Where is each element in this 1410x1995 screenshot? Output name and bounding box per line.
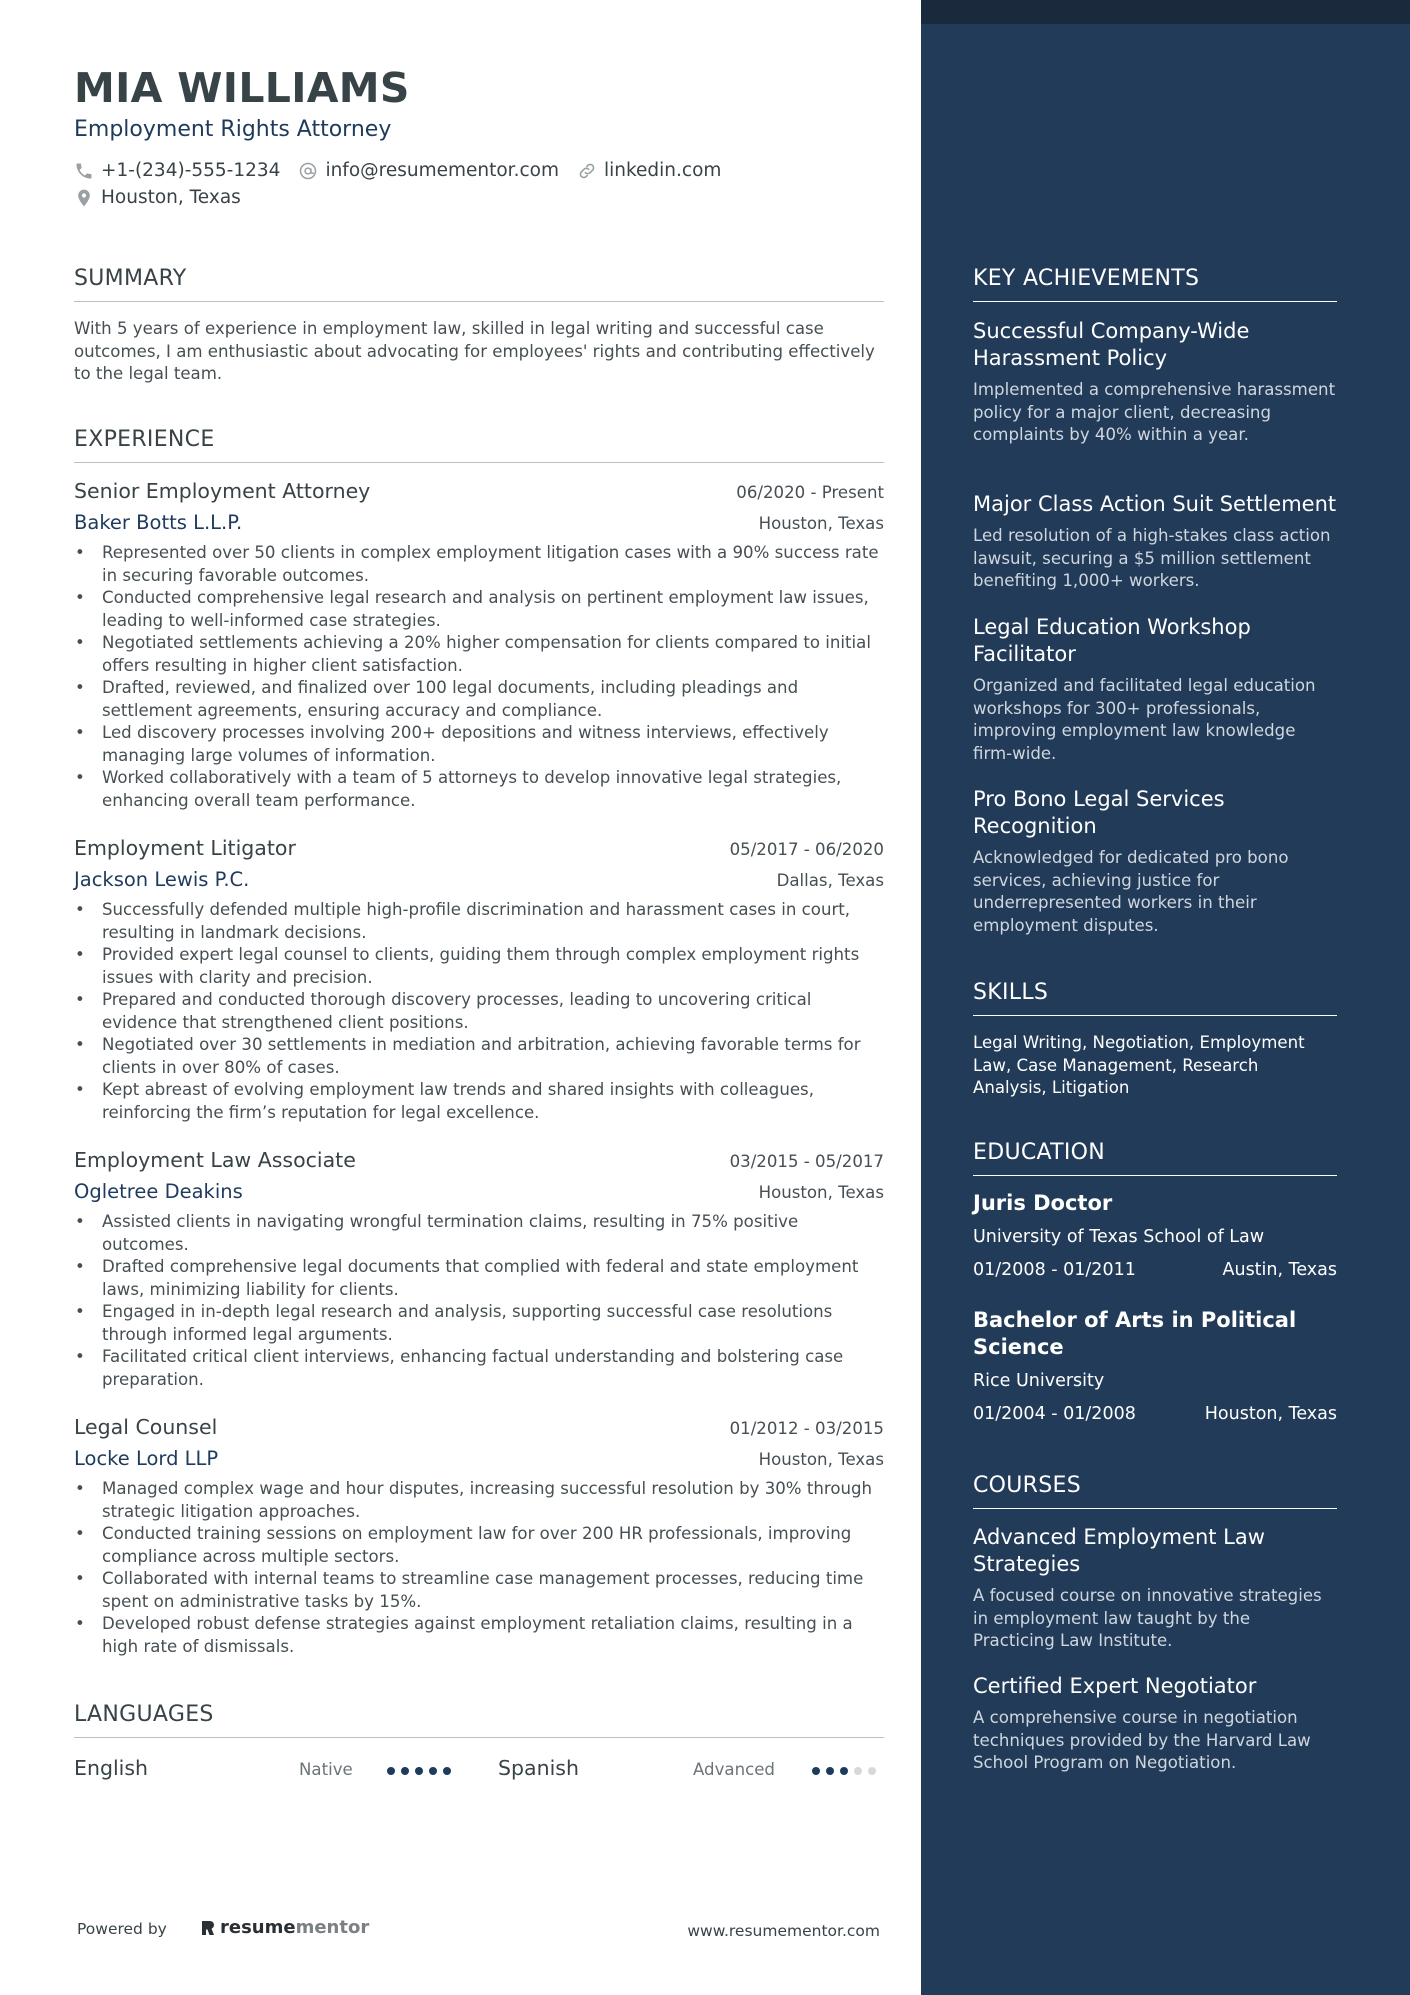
job-entry bbox=[74, 1415, 884, 1658]
website-link[interactable]: www.resumementor.com bbox=[687, 1922, 880, 1940]
at-icon bbox=[298, 161, 318, 181]
job-location: Houston, Texas bbox=[758, 1183, 884, 1202]
job-bullet: • Managed complex wage and hour disputes, increasing successful resolution by 30% through strategic litigation approaches. bbox=[74, 1478, 884, 1523]
job-bullet: • Drafted comprehensive legal documents that complied with federal and state employment laws, minimizing liability for clients. bbox=[74, 1256, 884, 1301]
rating-dot-filled bbox=[812, 1767, 820, 1775]
email-link[interactable]: info@resumementor.com bbox=[325, 160, 559, 181]
job-bullet: • Facilitated critical client interviews, enhancing factual understanding and bolstering case preparation. bbox=[74, 1346, 884, 1391]
achievement-title: Major Class Action Suit Settlement bbox=[973, 492, 1337, 516]
education-degree: Bachelor of Arts in Political Science bbox=[973, 1308, 1297, 1359]
job-bullet: • Engaged in in-depth legal research and analysis, supporting successful case resolutions through informed legal arguments. bbox=[74, 1301, 884, 1346]
skills-text: Legal Writing, Negotiation, Employment Law, Case Management, Research Analysis, Litigation bbox=[973, 1033, 1305, 1097]
course-item bbox=[973, 1673, 1337, 1775]
link-icon bbox=[577, 161, 597, 181]
job-dates: 01/2012 - 03/2015 bbox=[729, 1419, 884, 1438]
course-title: Advanced Employment Law Strategies bbox=[973, 1525, 1265, 1576]
language-level: Native bbox=[299, 1760, 353, 1779]
brand-name-light: mentor bbox=[295, 1917, 370, 1938]
achievement-desc: Implemented a comprehensive harassment policy for a major client, decreasing complaints by 40% within a year. bbox=[973, 380, 1336, 444]
location-text: Houston, Texas bbox=[101, 187, 241, 208]
powered-by-label: Powered by bbox=[77, 1920, 167, 1938]
rating-dot-empty bbox=[854, 1767, 862, 1775]
job-bullet: • Negotiated over 30 settlements in mediation and arbitration, achieving favorable terms for clients in over 80% of cases. bbox=[74, 1034, 884, 1079]
job-bullet: • Collaborated with internal teams to streamline case management processes, reducing time spent on administrative tasks by 15%. bbox=[74, 1568, 884, 1613]
job-entry bbox=[74, 1148, 884, 1391]
job-location: Houston, Texas bbox=[758, 1450, 884, 1469]
sidebar-top-band bbox=[921, 0, 1410, 24]
languages-row bbox=[74, 1756, 884, 1786]
education-degree: Juris Doctor bbox=[973, 1191, 1113, 1215]
job-role: Senior Employment Attorney bbox=[74, 479, 371, 503]
job-title: Employment Rights Attorney bbox=[74, 117, 392, 142]
achievement-title: Successful Company-Wide Harassment Policy bbox=[973, 319, 1250, 370]
language-rating bbox=[812, 1767, 882, 1775]
rating-dot-filled bbox=[826, 1767, 834, 1775]
rating-dot-empty bbox=[868, 1767, 876, 1775]
job-bullets bbox=[74, 1211, 884, 1391]
job-bullet: • Assisted clients in navigating wrongful termination claims, resulting in 75% positive outcomes. bbox=[74, 1211, 884, 1256]
job-role: Legal Counsel bbox=[74, 1415, 218, 1439]
candidate-name: MIA WILLIAMS bbox=[74, 64, 410, 112]
job-role: Employment Litigator bbox=[74, 836, 296, 860]
education-school: Rice University bbox=[973, 1371, 1105, 1391]
education-school: University of Texas School of Law bbox=[973, 1227, 1265, 1247]
job-location: Dallas, Texas bbox=[776, 871, 884, 890]
achievement-item bbox=[973, 786, 1337, 937]
course-desc: A focused course on innovative strategies in employment law taught by the Practicing Law Institute. bbox=[973, 1586, 1322, 1650]
job-company: Ogletree Deakins bbox=[74, 1180, 243, 1203]
achievement-item bbox=[973, 491, 1337, 593]
job-dates: 06/2020 - Present bbox=[736, 483, 884, 502]
job-bullets bbox=[74, 542, 884, 812]
rating-dot-filled bbox=[401, 1767, 409, 1775]
rating-dot-filled bbox=[443, 1767, 451, 1775]
phone-item bbox=[74, 160, 280, 181]
languages-heading: LANGUAGES bbox=[74, 1702, 884, 1738]
rating-dot-filled bbox=[415, 1767, 423, 1775]
location-pin-icon bbox=[74, 188, 94, 208]
summary-heading: SUMMARY bbox=[74, 266, 884, 302]
rating-dot-filled bbox=[840, 1767, 848, 1775]
achievement-title: Pro Bono Legal Services Recognition bbox=[973, 787, 1225, 838]
course-title: Certified Expert Negotiator bbox=[973, 1674, 1257, 1698]
language-level: Advanced bbox=[693, 1760, 775, 1779]
email-item[interactable] bbox=[298, 160, 559, 181]
summary-text: With 5 years of experience in employment law, skilled in legal writing and successful case outcomes, I am enthusiastic about advocating for employees' rights and contributing effectively to the legal team. bbox=[74, 319, 875, 383]
achievement-desc: Organized and facilitated legal education workshops for 300+ professionals, improving employment law knowledge firm-wide. bbox=[973, 676, 1316, 763]
course-item bbox=[973, 1524, 1337, 1653]
job-bullet: • Provided expert legal counsel to clients, guiding them through complex employment rights issues with clarity and precision. bbox=[74, 944, 884, 989]
job-role: Employment Law Associate bbox=[74, 1148, 356, 1172]
language-name: English bbox=[74, 1756, 149, 1780]
job-dates: 03/2015 - 05/2017 bbox=[729, 1152, 884, 1171]
language-name: Spanish bbox=[498, 1756, 579, 1780]
job-entry bbox=[74, 479, 884, 812]
job-bullet: • Drafted, reviewed, and finalized over 100 legal documents, including pleadings and settlement agreements, ensuring accuracy and compliance. bbox=[74, 677, 884, 722]
course-desc: A comprehensive course in negotiation techniques provided by the Harvard Law School Program on Negotiation. bbox=[973, 1708, 1311, 1772]
rating-dot-filled bbox=[429, 1767, 437, 1775]
skills-heading: SKILLS bbox=[973, 980, 1337, 1016]
achievement-desc: Led resolution of a high-stakes class action lawsuit, securing a $5 million settlement benefiting 1,000+ workers. bbox=[973, 526, 1331, 590]
job-bullet: • Prepared and conducted thorough discovery processes, leading to uncovering critical evidence that strengthened client positions. bbox=[74, 989, 884, 1034]
courses-heading: COURSES bbox=[973, 1473, 1337, 1509]
achievement-item bbox=[973, 614, 1337, 765]
linkedin-item[interactable] bbox=[577, 160, 721, 181]
job-bullet: • Led discovery processes involving 200+ depositions and witness interviews, effectively managing large volumes of information. bbox=[74, 722, 884, 767]
linkedin-link[interactable]: linkedin.com bbox=[603, 160, 722, 181]
job-company: Baker Botts L.L.P. bbox=[74, 511, 243, 534]
job-bullets bbox=[74, 899, 884, 1124]
job-entry bbox=[74, 836, 884, 1124]
job-bullets bbox=[74, 1478, 884, 1658]
job-bullet: • Kept abreast of evolving employment law trends and shared insights with colleagues, reinforcing the firm’s reputation for legal excellence. bbox=[74, 1079, 884, 1124]
education-location: Houston, Texas bbox=[1204, 1404, 1337, 1424]
language-rating bbox=[387, 1767, 457, 1775]
job-company: Jackson Lewis P.C. bbox=[74, 868, 250, 891]
achievement-desc: Acknowledged for dedicated pro bono services, achieving justice for underrepresented workers in their employment disputes. bbox=[973, 848, 1289, 935]
resumementor-logo-icon bbox=[200, 1919, 216, 1937]
job-location: Houston, Texas bbox=[758, 514, 884, 533]
job-company: Locke Lord LLP bbox=[74, 1447, 219, 1470]
experience-heading: EXPERIENCE bbox=[74, 427, 884, 463]
location-item bbox=[74, 187, 241, 208]
job-bullet: • Negotiated settlements achieving a 20% higher compensation for clients compared to initial offers resulting in higher client satisfaction. bbox=[74, 632, 884, 677]
education-heading: EDUCATION bbox=[973, 1140, 1337, 1176]
education-item bbox=[973, 1307, 1337, 1424]
education-dates: 01/2008 - 01/2011 bbox=[973, 1260, 1136, 1280]
education-item bbox=[973, 1190, 1337, 1280]
contact-row bbox=[74, 160, 739, 181]
achievement-item bbox=[973, 318, 1337, 447]
rating-dot-filled bbox=[387, 1767, 395, 1775]
education-location: Austin, Texas bbox=[1222, 1260, 1337, 1280]
job-dates: 05/2017 - 06/2020 bbox=[729, 840, 884, 859]
job-bullet: • Developed robust defense strategies against employment retaliation claims, resulting in a high rate of dismissals. bbox=[74, 1613, 884, 1658]
phone-icon bbox=[74, 161, 94, 181]
job-bullet: • Represented over 50 clients in complex employment litigation cases with a 90% success rate in securing favorable outcomes. bbox=[74, 542, 884, 587]
job-bullet: • Worked collaboratively with a team of 5 attorneys to develop innovative legal strategies, enhancing overall team performance. bbox=[74, 767, 884, 812]
job-bullet: • Conducted comprehensive legal research and analysis on pertinent employment law issues, leading to well-informed case strategies. bbox=[74, 587, 884, 632]
achievements-heading: KEY ACHIEVEMENTS bbox=[973, 266, 1337, 302]
brand-logo[interactable] bbox=[200, 1917, 369, 1938]
job-bullet: • Successfully defended multiple high-profile discrimination and harassment cases in court, resulting in landmark decisions. bbox=[74, 899, 884, 944]
phone-text: +1-(234)-555-1234 bbox=[101, 160, 281, 181]
job-bullet: • Conducted training sessions on employment law for over 200 HR professionals, improving compliance across multiple sectors. bbox=[74, 1523, 884, 1568]
contact-row-2 bbox=[74, 187, 259, 208]
brand-name-bold: resume bbox=[220, 1917, 296, 1938]
education-dates: 01/2004 - 01/2008 bbox=[973, 1404, 1136, 1424]
achievement-title: Legal Education Workshop Facilitator bbox=[973, 615, 1251, 666]
